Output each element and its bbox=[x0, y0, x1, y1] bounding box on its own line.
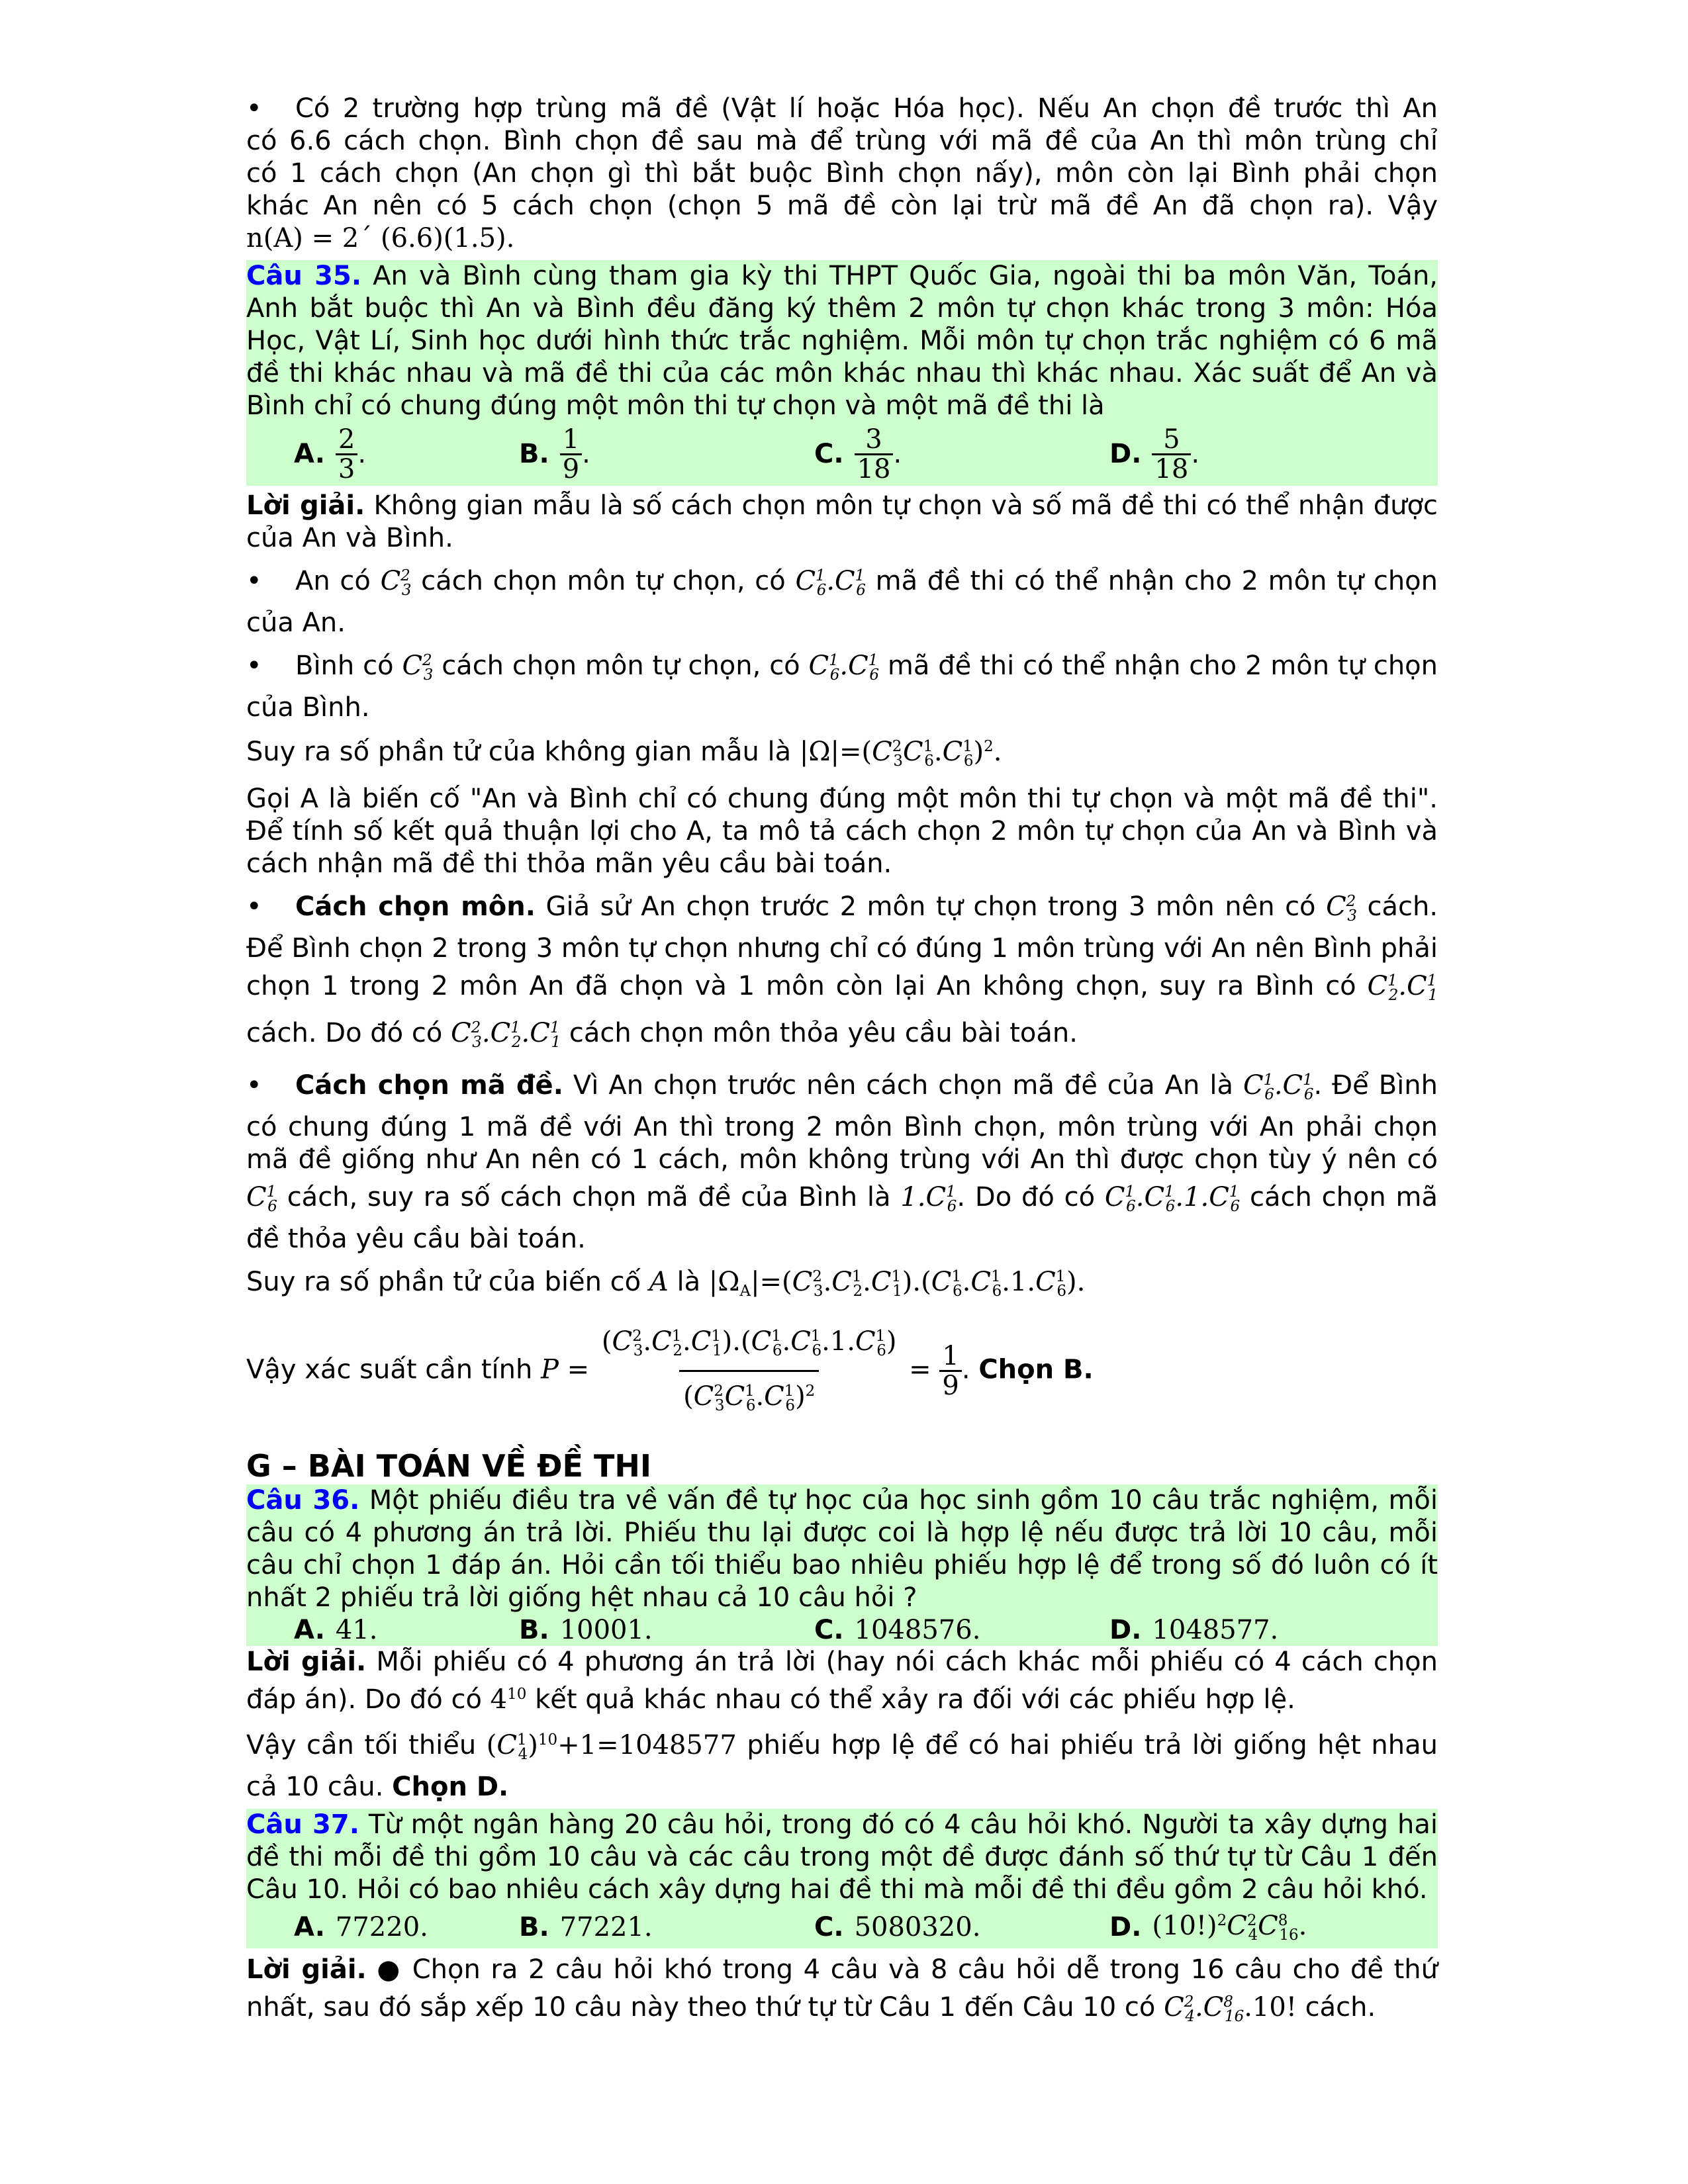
denominator: 3 bbox=[336, 453, 357, 483]
option-a bbox=[294, 1912, 519, 1942]
text: Mỗi phiếu có 4 phương án trả lời (hay nói cách khác mỗi phiếu có 4 cách chọn đáp án). Do đó có bbox=[246, 1647, 1438, 1715]
question-36 bbox=[246, 1484, 1438, 1646]
numerator: 1 bbox=[562, 424, 580, 455]
bullet-line bbox=[246, 93, 1438, 125]
bullet-icon: • bbox=[246, 93, 262, 124]
answer-options bbox=[246, 1906, 1438, 1948]
min-count-formula: $(C^1_4)^{10}+1=1048577$ bbox=[486, 1730, 737, 1763]
text: Suy ra số phần tử của không gian mẫu là bbox=[246, 737, 792, 767]
bullet-line: • An có $C^2_3$ cách chọn môn tự chọn, có $C^1_6.C^1_6$ mã đề thi có thể nhận cho 2 môn tự chọn của An. bbox=[246, 566, 1438, 638]
answer-options bbox=[246, 1614, 1438, 1646]
text: cách chọn mã đề thỏa yêu cầu bài toán. bbox=[246, 1182, 1438, 1254]
question-label: Câu 37. bbox=[246, 1809, 359, 1840]
option-d bbox=[1109, 1615, 1278, 1645]
answer-options bbox=[246, 422, 1438, 486]
answer-choice: Chọn D. bbox=[392, 1772, 509, 1802]
text-line: có 6.6 cách chọn. Bình chọn đề sau mà để trùng với mã đề của An thì môn trùng chỉ bbox=[246, 126, 1438, 156]
fraction bbox=[560, 426, 582, 483]
answer-choice: Chọn B. bbox=[978, 1354, 1094, 1385]
bullet-icon: • bbox=[246, 651, 262, 681]
option-label: C. bbox=[814, 1615, 844, 1645]
option-a: A. $\frac{2}{3}$ . bbox=[294, 424, 367, 484]
text: kết quả khác nhau có thể xảy ra đối với các phiếu hợp lệ. bbox=[535, 1684, 1295, 1715]
bullet-line: • Cách chọn mã đề. Vì An chọn trước nên cách chọn mã đề của An là $C^1_6.C^1_6$. Để Bình có chung đúng 1 mã đề với An thì trong 2 môn Bình chọn, môn trùng với An phải chọn mã đề giống như An nên có 1 cách, môn không trùng với An thì được chọn tùy ý nên có $C^1_6$ cách, suy ra số cách chọn mã đề của Bình là $1.C^1_6$. Do đó có $C^1_6.C^1_6.1.C^1_6$ cách chọn mã đề thỏa yêu cầu bài toán. bbox=[246, 1070, 1438, 1254]
probability-fraction: $\frac{(C^2_3.C^1_2.C^1_1).(C^1_6.C^1_6.1.C^1_6)}{(C^2_3C^1_6.C^1_6)^2}$ bbox=[598, 1317, 901, 1425]
text: ● Chọn ra 2 câu hỏi khó trong 4 câu và 8 câu hỏi dễ trong 16 câu cho đề thứ nhất, sau đó sắp xếp 10 câu này theo thứ tự từ Câu 1 đến Câu 10 có bbox=[246, 1954, 1438, 2023]
sample-space-formula: $|\Omega|=(C^2_3C^1_6.C^1_6)^2$. bbox=[799, 737, 1002, 770]
option-d: D. $\frac{5}{18}$ . bbox=[1109, 424, 1200, 484]
option-label: B. bbox=[519, 1912, 549, 1942]
solution-36: Lời giải. Mỗi phiếu có 4 phương án trả lời (hay nói cách khác mỗi phiếu có 4 cách chọn đáp án). Do đó có $4^{10}$ kết quả khác nhau có thể xảy ra đối với các phiếu hợp lệ. Vậy cần tối thiểu $(C^1_4)^{10}+1=1048577$ phiếu hợp lệ để có hai phiếu trả lời giống hệt nhau cả 10 câu. Chọn D. bbox=[246, 1647, 1438, 1802]
text: cách, suy ra số cách chọn mã đề của Bình là bbox=[287, 1182, 891, 1212]
option-label: A. bbox=[294, 1615, 325, 1645]
option-d: D. $(10!)^2C^2_4C^8_{16}$. bbox=[1109, 1911, 1307, 1944]
question-text: An và Bình cùng tham gia kỳ thi THPT Quốc Gia, ngoài thi ba môn Văn, Toán, Anh bắt buộc thì An và Bình đều đăng ký thêm 2 môn tự chọn khác trong 3 môn: Hóa Học, Vật Lí, Sinh học dưới hình thức trắc nghiệm. Mỗi môn tự chọn trắc nghiệm có 6 mã đề thi khác nhau và mã đề thi của các môn khác nhau thì khác nhau. Xác suất để An và Bình chỉ có chung đúng một môn thi tự chọn và một mã đề thi là bbox=[246, 261, 1438, 421]
text-line: có 1 cách chọn (An chọn gì thì bắt buộc Bình chọn nấy), môn còn lại Bình phải chọn bbox=[246, 158, 1438, 189]
text: cách. bbox=[1305, 1992, 1376, 2023]
option-label: D. bbox=[1109, 1615, 1142, 1645]
denominator: 9 bbox=[560, 453, 582, 483]
text: cách. Để Bình chọn 2 trong 3 môn tự chọn nhưng chỉ có đúng 1 môn trùng với An nên Bình phải chọn 1 trong 2 môn An đã chọn và 1 môn còn lại An không chọn, suy ra Bình có bbox=[246, 891, 1438, 1001]
option-c bbox=[814, 1912, 1109, 1942]
bullet-icon: • bbox=[246, 566, 262, 596]
numerator: 3 bbox=[865, 424, 882, 455]
option-b bbox=[519, 1912, 814, 1942]
option-value: 77221. bbox=[559, 1912, 653, 1942]
question-37 bbox=[246, 1809, 1438, 1948]
option-value: (10!) bbox=[1152, 1911, 1217, 1941]
event-count-formula: $|\Omega_A|=(C^2_3.C^1_2.C^1_1).(C^1_6.C^1_6.1.C^1_6)$. bbox=[708, 1267, 1086, 1300]
text: là bbox=[677, 1267, 701, 1297]
section-heading: G – BÀI TOÁN VỀ ĐỀ THI bbox=[246, 1448, 651, 1484]
bullet-icon: • bbox=[246, 891, 262, 922]
option-b bbox=[519, 1615, 814, 1645]
option-b: B. $\frac{1}{9}$ . bbox=[519, 424, 590, 484]
text-line: Có 2 trường hợp trùng mã đề (Vật lí hoặc Hóa học). Nếu An chọn đề trước thì An bbox=[295, 93, 1438, 124]
text: Vì An chọn trước nên cách chọn mã đề của An là bbox=[573, 1070, 1233, 1101]
case-bullet-block bbox=[246, 93, 1438, 255]
option-value: 41. bbox=[335, 1615, 378, 1645]
text: cách chọn môn tự chọn, có bbox=[421, 566, 786, 596]
option-value: 77220. bbox=[335, 1912, 428, 1942]
option-label: C. bbox=[814, 439, 844, 469]
option-c bbox=[814, 1615, 1109, 1645]
result-fraction: $\frac{1}{9}$ bbox=[939, 1342, 961, 1400]
text: Giả sử An chọn trước 2 môn tự chọn trong 3 môn nên có bbox=[545, 891, 1316, 922]
text: mã đề thi có thể nhận cho 2 môn tự chọn của Bình. bbox=[246, 651, 1438, 723]
option-value: 5080320. bbox=[854, 1912, 981, 1942]
solution-label: Lời giải. bbox=[246, 490, 365, 521]
text: Vậy cần tối thiểu bbox=[246, 1730, 477, 1760]
bullet-line: • Bình có $C^2_3$ cách chọn môn tự chọn, có $C^1_6.C^1_6$ mã đề thi có thể nhận cho 2 môn tự chọn của Bình. bbox=[246, 651, 1438, 723]
document-page bbox=[246, 93, 1438, 2038]
numerator: 2 bbox=[338, 424, 355, 455]
bullet-line: • Cách chọn môn. Giả sử An chọn trước 2 môn tự chọn trong 3 môn nên có $C^2_3$ cách. Để Bình chọn 2 trong 3 môn tự chọn nhưng chỉ có đúng 1 môn trùng với An nên Bình phải chọn 1 trong 2 môn An đã chọn và 1 môn còn lại An không chọn, suy ra Bình có $C^1_2.C^1_1$ cách. Do đó có $C^2_3.C^1_2.C^1_1$ cách chọn môn thỏa yêu cầu bài toán. bbox=[246, 891, 1438, 1051]
solution-35: Lời giải. Không gian mẫu là số cách chọn môn tự chọn và số mã đề thi có thể nhận được của An và Bình. • An có $C^2_3$ cách chọn môn tự chọn, có $C^1_6.C^1_6$ mã đề thi có thể nhận cho 2 môn tự chọn của An. • Bình có $C^2_3$ cách chọn môn tự chọn, có $C^1_6.C^1_6$ mã đề thi có thể nhận cho 2 môn tự chọn của Bình. Suy ra số phần tử của không gian mẫu là $|\Omega|=(C^2_3C^1_6.C^1_6)^2$. Gọi A là biến cố "An và Bình chỉ có chung đúng một môn thi tự chọn và một mã đề thi". Để tính số kết quả thuận lợi cho A, ta mô tả cách chọn 2 môn tự chọn của An và Bình và cách nhận mã đề thi thỏa mãn yêu cầu bài toán. • Cách chọn môn. Giả sử An chọn trước 2 môn tự chọn trong 3 môn nên có $C^2_3$ cách. Để Bình chọn 2 trong 3 môn tự chọn nhưng chỉ có đúng 1 môn trùng với An nên Bình phải chọn 1 trong 2 môn An đã chọn và 1 môn còn lại An không chọn, suy ra Bình có $C^1_2.C^1_1$ cách. Do đó có $C^2_3.C^1_2.C^1_1$ cách chọn môn thỏa yêu cầu bài toán. • Cách chọn mã đề. Vì An chọn trước nên cách chọn mã đề của An là $C^1_6.C^1_6$. Để Bình có chung đúng 1 mã đề với An thì trong 2 môn Bình chọn, môn trùng với An phải chọn mã đề giống như An nên có 1 cách, môn không trùng với An thì được chọn tùy ý nên có $C^1_6$ cách, suy ra số cách chọn mã đề của Bình là $1.C^1_6$. Do đó có $C^1_6.C^1_6.1.C^1_6$ cách chọn mã đề thỏa yêu cầu bài toán. Suy ra số phần tử của biến cố A là $|\Omega_A|=(C^2_3.C^1_2.C^1_1).(C^1_6.C^1_6.1.C^1_6)$. Vậy xác suất cần tính P = $\frac{(C^2_3.C^1_2.C^1_1).(C^1_6.C^1_6.1.C^1_6)}{(C^2_3C^1_6.C^1_6)^2}$ = $\frac{1}{9}$ . Chọn B. bbox=[246, 490, 1438, 1425]
option-label: B. bbox=[519, 1615, 549, 1645]
fraction bbox=[855, 426, 894, 483]
text: mã đề thi có thể nhận cho 2 môn tự chọn của An. bbox=[246, 566, 1438, 638]
solution-label: Lời giải. bbox=[246, 1954, 367, 1985]
option-label: D. bbox=[1109, 1912, 1142, 1942]
text: Vậy xác suất cần tính bbox=[246, 1354, 533, 1385]
text: . Để Bình có chung đúng 1 mã đề với An thì trong 2 môn Bình chọn, môn trùng với An phải chọn mã đề giống như An nên có 1 cách, môn không trùng với An thì được chọn tùy ý nên có bbox=[246, 1070, 1438, 1175]
question-35 bbox=[246, 260, 1438, 422]
fraction bbox=[336, 426, 357, 483]
question-text: Một phiếu điều tra về vấn đề tự học của học sinh gồm 10 câu trắc nghiệm, mỗi câu có 4 phương án trả lời. Phiếu thu lại được coi là hợp lệ nếu được trả lời 10 câu, mỗi câu chỉ chọn 1 đáp án. Hỏi cần tối thiểu bao nhiêu phiếu hợp lệ để trong số đó luôn có ít nhất 2 phiếu trả lời giống hệt nhau cả 10 câu hỏi ? bbox=[246, 1485, 1438, 1613]
solution-text: Không gian mẫu là số cách chọn môn tự chọn và số mã đề thi có thể nhận được của An và Bình. bbox=[246, 490, 1438, 553]
text: Bình có bbox=[295, 651, 394, 681]
text: An có bbox=[295, 566, 371, 596]
option-value: 10001. bbox=[559, 1615, 653, 1645]
numerator: 5 bbox=[1163, 424, 1180, 455]
count-formula: n(A) = 2´ (6.6)(1.5). bbox=[246, 223, 515, 253]
question-label: Câu 36. bbox=[246, 1485, 360, 1516]
text: cách. Do đó có bbox=[246, 1018, 443, 1048]
option-value: 1048576. bbox=[854, 1615, 981, 1645]
option-c: C. $\frac{3}{18}$ . bbox=[814, 424, 902, 484]
text-line: khác An nên có 5 cách chọn (chọn 5 mã đề còn lại trừ mã đề An đã chọn ra). Vậy bbox=[246, 191, 1438, 221]
option-a bbox=[294, 1615, 519, 1645]
denominator: 18 bbox=[855, 453, 894, 483]
bullet-icon: • bbox=[246, 1070, 262, 1101]
option-label: A. bbox=[294, 1912, 325, 1942]
text: . Do đó có bbox=[957, 1182, 1096, 1212]
text: phiếu hợp lệ để có hai phiếu trả lời giống hệt nhau cả 10 câu. bbox=[246, 1730, 1438, 1802]
text: cách chọn môn thỏa yêu cầu bài toán. bbox=[569, 1018, 1078, 1048]
question-label: Câu 35. bbox=[246, 261, 362, 291]
option-label: B. bbox=[519, 439, 549, 469]
text: Suy ra số phần tử của biến cố bbox=[246, 1267, 641, 1297]
option-value: 1048577. bbox=[1152, 1615, 1279, 1645]
fraction bbox=[1152, 426, 1191, 483]
solution-label: Lời giải. bbox=[246, 1647, 367, 1677]
text: cách chọn môn tự chọn, có bbox=[442, 651, 800, 681]
subheading: Cách chọn mã đề. bbox=[295, 1070, 563, 1101]
question-text: Từ một ngân hàng 20 câu hỏi, trong đó có 4 câu hỏi khó. Người ta xây dựng hai đề thi mỗi đề thi gồm 10 câu và các câu trong một đề được đánh số thứ tự từ Câu 1 đến Câu 10. Hỏi có bao nhiêu cách xây dựng hai đề thi mà mỗi đề thi đều gồm 2 câu hỏi khó. bbox=[246, 1809, 1438, 1905]
option-label: D. bbox=[1109, 439, 1142, 469]
option-label: C. bbox=[814, 1912, 844, 1942]
option-label: A. bbox=[294, 439, 325, 469]
probability-line: Vậy xác suất cần tính P = $\frac{(C^2_3.C^1_2.C^1_1).(C^1_6.C^1_6.1.C^1_6)}{(C^2_3C^1_6.C^1_6)^2}$ = $\frac{1}{9}$ . Chọn B. bbox=[246, 1317, 1438, 1425]
subheading: Cách chọn môn. bbox=[295, 891, 536, 922]
event-definition: Gọi A là biến cố "An và Bình chỉ có chung đúng một môn thi tự chọn và một mã đề thi". Để tính số kết quả thuận lợi cho A, ta mô tả cách chọn 2 môn tự chọn của An và Bình và cách nhận mã đề thi thỏa mãn yêu cầu bài toán. bbox=[246, 784, 1438, 879]
denominator: 18 bbox=[1152, 453, 1191, 483]
solution-37: Lời giải. ● Chọn ra 2 câu hỏi khó trong 4 câu và 8 câu hỏi dễ trong 16 câu cho đề thứ nhất, sau đó sắp xếp 10 câu này theo thứ tự từ Câu 1 đến Câu 10 có $C^2_4.C^8_{16}.10$! cách. bbox=[246, 1954, 1438, 2025]
formula-line bbox=[246, 222, 1438, 255]
